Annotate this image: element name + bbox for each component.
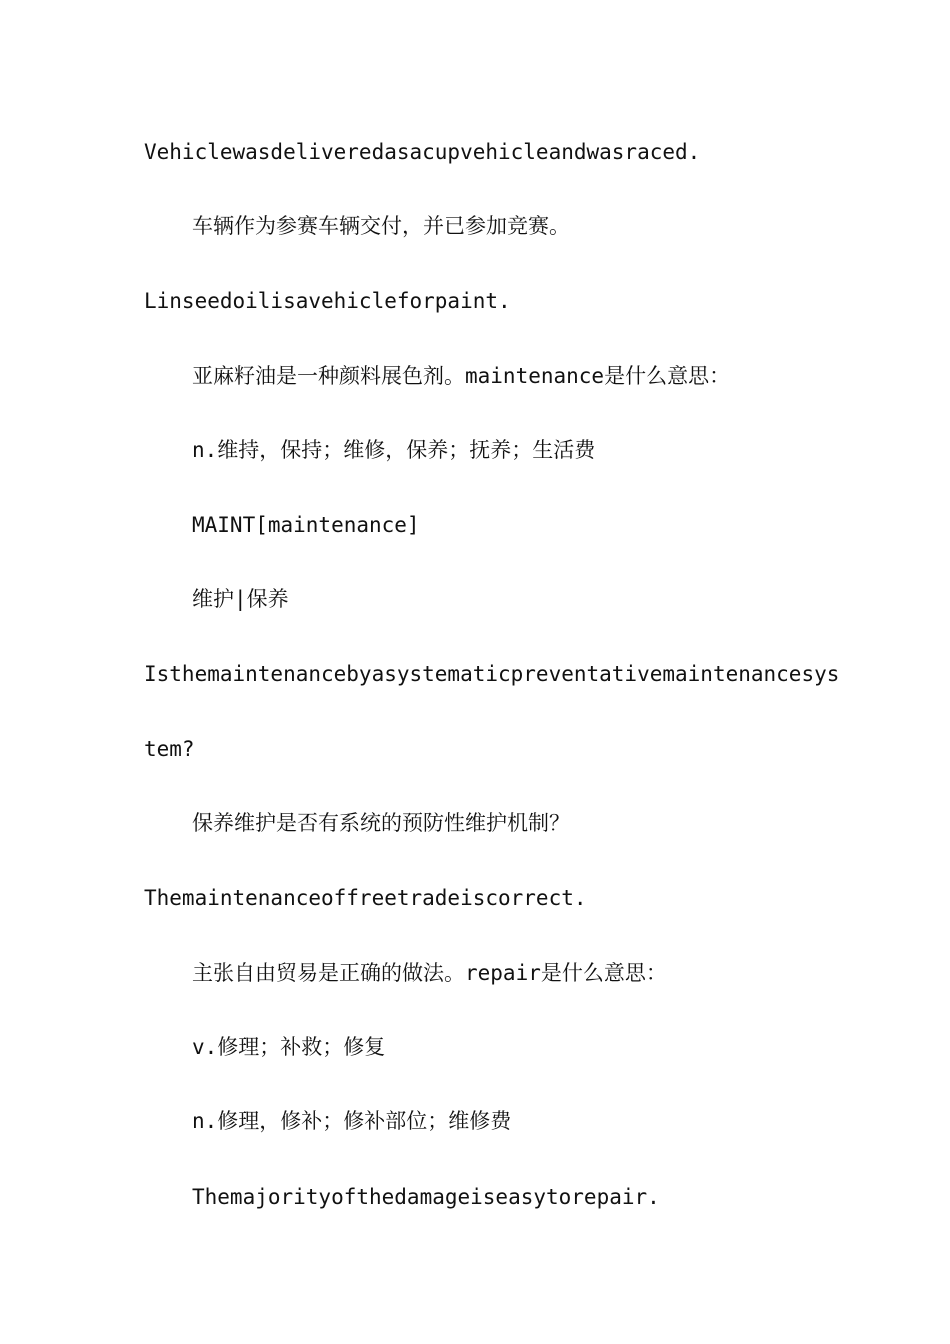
text-line: 亚麻籽油是一种颜料展色剂。maintenance是什么意思： [192, 364, 731, 388]
text-line: 保养维护是否有系统的预防性维护机制？ [192, 811, 570, 835]
text-line: Themaintenanceoffreetradeiscorrect. [144, 886, 587, 910]
text-line: n.维持，保持；维修，保养；抚养；生活费 [192, 438, 596, 462]
text-line: MAINT[maintenance] [192, 513, 420, 537]
text-line: Linseedoilisavehicleforpaint. [144, 289, 511, 313]
text-line: 维护|保养 [192, 587, 289, 611]
text-line: Isthemaintenancebyasystematicpreventativemaintenancesys [144, 662, 840, 686]
text-line: Vehiclewasdeliveredasacupvehicleandwasraced. [144, 140, 701, 164]
text-line: 车辆作为参赛车辆交付，并已参加竞赛。 [192, 214, 570, 238]
text-line: tem? [144, 737, 195, 761]
text-line: Themajorityofthedamageiseasytorepair. [192, 1185, 660, 1209]
text-line: v.修理；补救；修复 [192, 1035, 386, 1059]
text-line: n.修理，修补；修补部位；维修费 [192, 1109, 512, 1133]
text-line: 主张自由贸易是正确的做法。repair是什么意思： [192, 961, 667, 985]
